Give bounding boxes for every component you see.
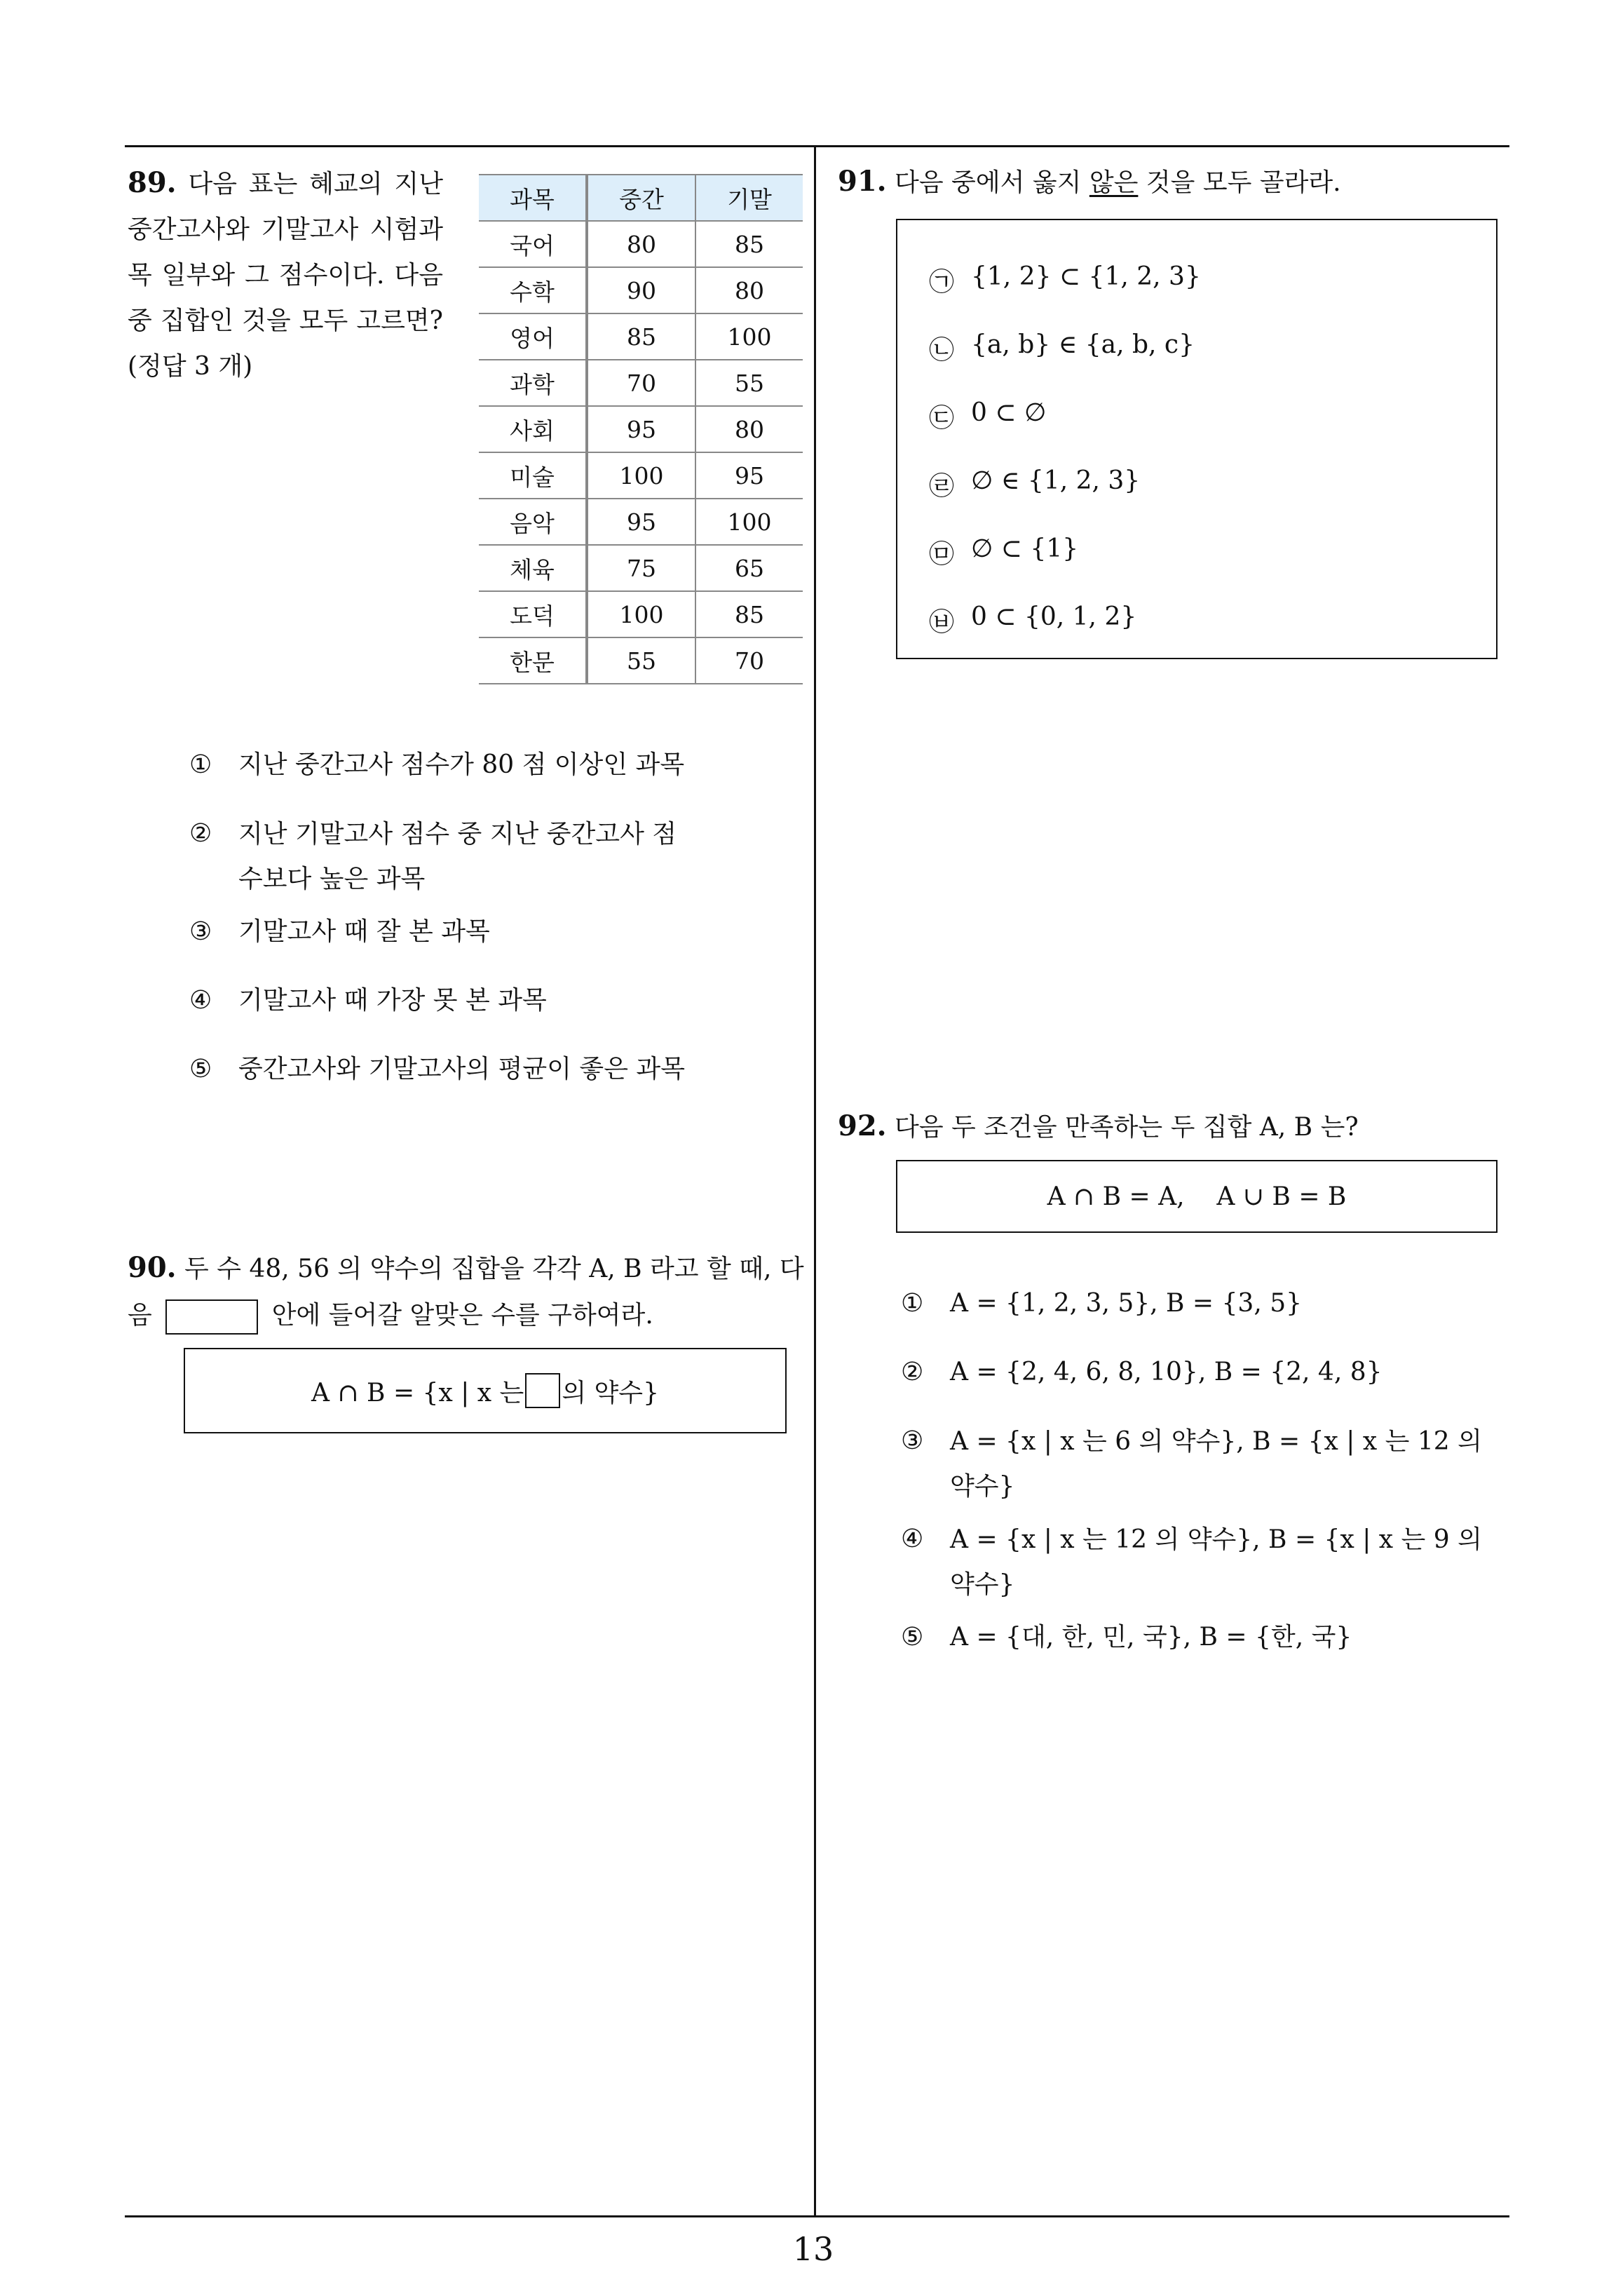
question-body: 다음 표는 혜교의 지난 중간고사와 기말고사 시험과목 일부와 그 점수이다. 다음 중 집합인 것을 모두 고르면? (정답 3 개) <box>128 170 443 381</box>
question-92 <box>838 1105 1504 1149</box>
option-text: 기말고사 때 잘 본 과목 <box>238 917 490 946</box>
option-text: 중간고사와 기말고사의 평균이 좋은 과목 <box>238 1055 685 1083</box>
statement-item[interactable] <box>929 398 1046 434</box>
midterm-cell: 75 <box>587 545 695 591</box>
question-90 <box>128 1245 808 1339</box>
answer-option[interactable] <box>901 1351 1504 1394</box>
question-number: 91. <box>838 165 887 198</box>
answer-option[interactable] <box>189 910 792 954</box>
answer-option[interactable] <box>189 979 792 1022</box>
subject-cell: 국어 <box>479 221 587 267</box>
statement-item[interactable] <box>929 534 1078 570</box>
table-header: 과목 <box>479 175 587 221</box>
table-row <box>479 499 803 545</box>
box-formula-end: 의 약수} <box>562 1378 659 1407</box>
page-number: 13 <box>792 2230 834 2268</box>
table-header: 중간 <box>587 175 695 221</box>
box-formula-start: A ∩ B = {x | x 는 <box>311 1378 524 1407</box>
statement-marker: ㉢ <box>929 404 955 433</box>
statement-text: 0 ⊂ ∅ <box>971 398 1047 427</box>
question-92-condition-box <box>896 1160 1498 1233</box>
question-number: 90. <box>128 1251 177 1284</box>
answer-option[interactable] <box>901 1616 1504 1659</box>
option-text: A = {대, 한, 민, 국}, B = {한, 국} <box>950 1623 1352 1652</box>
answer-option[interactable] <box>901 1518 1504 1607</box>
question-89 <box>128 160 443 389</box>
option-text: 기말고사 때 가장 못 본 과목 <box>238 986 547 1015</box>
final-cell: 65 <box>695 545 803 591</box>
statement-text: ∅ ⊂ {1} <box>971 534 1079 563</box>
statement-marker: ㉡ <box>929 336 955 365</box>
final-cell: 100 <box>695 499 803 545</box>
condition-text: A ∩ B = A, A ∪ B = B <box>1047 1182 1347 1211</box>
table-row <box>479 267 803 313</box>
table-row <box>479 221 803 267</box>
option-marker: ① <box>901 1289 924 1318</box>
subject-cell: 도덕 <box>479 591 587 637</box>
midterm-cell: 70 <box>587 360 695 406</box>
table-row <box>479 545 803 591</box>
answer-blank[interactable] <box>165 1299 258 1335</box>
subject-cell: 음악 <box>479 499 587 545</box>
midterm-cell: 85 <box>587 313 695 360</box>
statement-text: {1, 2} ⊂ {1, 2, 3} <box>971 262 1201 291</box>
option-marker: ② <box>189 819 212 848</box>
top-rule <box>125 145 1509 147</box>
midterm-cell: 100 <box>587 452 695 499</box>
question-body-start: 두 수 48, 56 의 약수의 집합을 각각 A, B 라고 할 때, 다음 <box>128 1255 804 1330</box>
score-table <box>479 174 803 684</box>
statement-item[interactable] <box>929 602 1136 638</box>
question-89-options <box>189 743 792 1091</box>
statement-marker: ㉥ <box>929 608 955 637</box>
option-text: A = {1, 2, 3, 5}, B = {3, 5} <box>950 1289 1303 1318</box>
answer-option[interactable] <box>901 1419 1504 1509</box>
statement-text: ∅ ∈ {1, 2, 3} <box>971 466 1141 495</box>
statement-marker: ㉣ <box>929 472 955 501</box>
question-body: 다음 두 조건을 만족하는 두 집합 A, B 는? <box>895 1113 1359 1142</box>
table-row <box>479 591 803 637</box>
table-row <box>479 313 803 360</box>
option-text: A = {2, 4, 6, 8, 10}, B = {2, 4, 8} <box>950 1358 1383 1386</box>
statement-marker: ㉤ <box>929 540 955 569</box>
question-body-end: 안에 들어갈 알맞은 수를 구하여라. <box>271 1301 653 1330</box>
option-marker: ② <box>901 1358 924 1386</box>
final-cell: 70 <box>695 637 803 684</box>
formula-blank[interactable] <box>525 1373 560 1408</box>
answer-option[interactable] <box>189 812 680 902</box>
subject-cell: 한문 <box>479 637 587 684</box>
statement-text: 0 ⊂ {0, 1, 2} <box>971 602 1137 631</box>
option-marker: ③ <box>189 917 212 946</box>
final-cell: 95 <box>695 452 803 499</box>
statement-text: {a, b} ∈ {a, b, c} <box>971 330 1195 359</box>
column-divider <box>814 145 816 2217</box>
option-marker: ③ <box>901 1426 924 1455</box>
final-cell: 100 <box>695 313 803 360</box>
subject-cell: 수학 <box>479 267 587 313</box>
question-number: 89. <box>128 166 177 199</box>
question-89-text <box>128 160 443 389</box>
question-body-start: 다음 중에서 옳지 <box>895 168 1082 197</box>
final-cell: 80 <box>695 406 803 452</box>
option-marker: ⑤ <box>189 1055 212 1083</box>
question-91-box <box>896 219 1498 659</box>
final-cell: 85 <box>695 221 803 267</box>
subject-cell: 과학 <box>479 360 587 406</box>
option-marker: ① <box>189 750 212 779</box>
midterm-cell: 95 <box>587 406 695 452</box>
table-row <box>479 452 803 499</box>
option-marker: ⑤ <box>901 1623 924 1652</box>
answer-option[interactable] <box>189 743 792 787</box>
question-92-options <box>901 1282 1504 1659</box>
bottom-rule <box>125 2215 1509 2217</box>
subject-cell: 체육 <box>479 545 587 591</box>
answer-option[interactable] <box>901 1282 1504 1325</box>
midterm-cell: 90 <box>587 267 695 313</box>
option-text: 지난 중간고사 점수가 80 점 이상인 과목 <box>238 750 685 779</box>
answer-option[interactable] <box>189 1048 792 1091</box>
statement-item[interactable] <box>929 466 1140 502</box>
midterm-cell: 95 <box>587 499 695 545</box>
question-91 <box>838 160 1504 205</box>
subject-cell: 사회 <box>479 406 587 452</box>
midterm-cell: 55 <box>587 637 695 684</box>
final-cell: 80 <box>695 267 803 313</box>
statement-marker: ㉠ <box>929 268 955 297</box>
question-90-box <box>184 1348 787 1433</box>
final-cell: 55 <box>695 360 803 406</box>
option-text: 지난 기말고사 점수 중 지난 중간고사 점수보다 높은 과목 <box>238 820 677 893</box>
option-marker: ④ <box>901 1525 924 1553</box>
table-header: 기말 <box>695 175 803 221</box>
statement-item[interactable] <box>929 262 1201 298</box>
table-header-row <box>479 175 803 221</box>
table-row <box>479 406 803 452</box>
midterm-cell: 80 <box>587 221 695 267</box>
subject-cell: 미술 <box>479 452 587 499</box>
subject-cell: 영어 <box>479 313 587 360</box>
table-row <box>479 360 803 406</box>
statement-item[interactable] <box>929 330 1195 366</box>
option-text: A = {x | x 는 12 의 약수}, B = {x | x 는 9 의 약수} <box>950 1525 1482 1599</box>
question-number: 92. <box>838 1109 887 1142</box>
midterm-cell: 100 <box>587 591 695 637</box>
table-row <box>479 637 803 684</box>
option-marker: ④ <box>189 986 212 1015</box>
option-text: A = {x | x 는 6 의 약수}, B = {x | x 는 12 의 약수} <box>950 1427 1482 1501</box>
question-body-end: 것을 모두 골라라. <box>1146 168 1341 197</box>
final-cell: 85 <box>695 591 803 637</box>
underlined-word: 않은 <box>1089 168 1139 197</box>
